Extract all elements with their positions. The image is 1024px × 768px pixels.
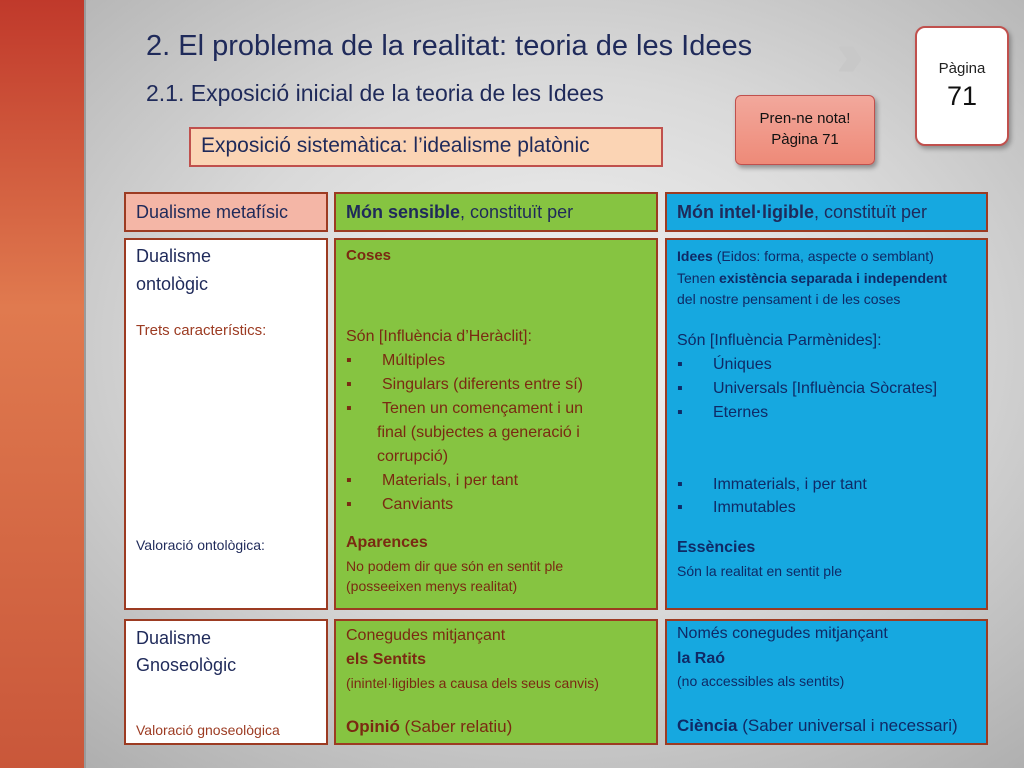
sensible-bullet-3-cont-1: final (subjectes a generació i: [377, 424, 580, 441]
intelligible-bullet-5-text: Immutables: [713, 499, 796, 516]
gnoseo-sensible-line-1: Conegudes mitjançant: [346, 627, 506, 644]
sensible-bullet-2: [346, 376, 583, 394]
gnoseo-intelligible-line-2: la Raó: [677, 650, 726, 667]
intelligible-colon: :: [877, 332, 882, 349]
bullet-icon: ▪: [346, 376, 352, 393]
gnoseo-intelligible-line-3: (no accessibles als sentits): [677, 673, 845, 689]
gnoseologic-valuation-label: Valoració gnoseològica: [136, 722, 280, 738]
intelligible-value-title: Essències: [677, 539, 756, 556]
bullet-icon: ▪: [677, 499, 683, 516]
gnoseo-sensible-line-4: [346, 717, 512, 737]
gnoseo-intelligible-line-4: [677, 716, 958, 736]
gnoseo-intelligible-line-1: Només conegudes mitjançant: [677, 625, 888, 642]
bullet-icon: ▪: [677, 404, 683, 421]
sensible-value-line-1: No podem dir que són en sentit ple: [346, 558, 564, 574]
page-title: 2. El problema de la realitat: teoria de les Idees: [146, 30, 753, 62]
intelligible-line-2-pre: Tenen: [677, 270, 720, 286]
gnoseo-sensible-line-3: (inintel·ligibles a causa dels seus canvis): [346, 675, 599, 691]
page-subtitle: 2.1. Exposició inicial de la teoria de les Idees: [146, 80, 604, 106]
gnoseo-intelligible-line-4-bold: Ciència: [677, 716, 738, 735]
section-heading: Exposició sistemàtica: l’idealisme platònic: [189, 127, 663, 167]
intelligible-bullet-1-text: Úniques: [713, 356, 772, 373]
left-decorative-bar: [0, 0, 84, 768]
sensible-intro-text: Són: [346, 328, 379, 345]
intelligible-line-2: [677, 270, 947, 286]
gnoseo-sensible-line-4-rest: (Saber relatiu): [399, 717, 513, 736]
bullet-icon: ▪: [677, 356, 683, 373]
intelligible-intro: [677, 332, 882, 350]
sensible-bullet-4-text: Materials, i per tant: [382, 472, 519, 489]
bullet-icon: ▪: [677, 380, 683, 397]
intelligible-value-line-1: Són la realitat en sentit ple: [677, 563, 842, 579]
intelligible-bullet-4: [677, 476, 867, 494]
intelligible-line-2-bold: existència separada i independent: [719, 270, 948, 286]
page-number-tab: [915, 26, 1009, 146]
sensible-bullet-4: [346, 472, 518, 490]
intelligible-line-3: del nostre pensament i de les coses: [677, 291, 901, 307]
header-mon-intelligible: [665, 192, 988, 232]
note-line-1: Pren-ne nota!: [759, 110, 851, 127]
intelligible-bullet-2-text: Universals: [713, 380, 793, 397]
intelligible-bullet-4-text: Immaterials, i per tant: [713, 476, 867, 493]
gnoseologic-label-2: Gnoseològic: [136, 655, 237, 675]
sensible-bullet-3-cont-2: corrupció): [377, 448, 449, 465]
intelligible-bullet-2: [677, 380, 937, 398]
bullet-icon: ▪: [346, 472, 352, 489]
bullet-icon: ▪: [346, 496, 352, 513]
intelligible-title: [677, 248, 934, 264]
intelligible-influence: [Influència Parmènides]: [709, 332, 878, 349]
intelligible-bullet-3-text: Eternes: [713, 404, 769, 421]
gnoseo-sensible-line-4-bold: Opinió: [346, 717, 400, 736]
intelligible-title-bold: Idees: [677, 248, 713, 264]
sensible-influence: [Influència d’Heràclit]: [378, 328, 528, 345]
intelligible-title-paren: (Eidos: forma, aspecte o semblant): [712, 248, 934, 264]
sensible-bullet-5-text: Canviants: [382, 496, 454, 513]
sensible-bullet-1-text: Múltiples: [382, 352, 446, 369]
page-tab-number: 71: [946, 81, 978, 111]
sensible-bullet-3: [346, 400, 583, 418]
header-dualisme-metafisic: Dualisme metafísic: [124, 192, 328, 232]
sensible-colon: :: [527, 328, 532, 345]
header-mon-sensible: [334, 192, 658, 232]
page-tab-label: Pàgina: [938, 60, 986, 77]
intelligible-intro-text: Són: [677, 332, 710, 349]
header-mon-sensible-rest: , constituït per: [460, 202, 574, 222]
ontologic-label-1: Dualisme: [136, 246, 212, 266]
header-mon-intelligible-bold: Món intel·ligible: [677, 202, 814, 222]
sensible-bullet-5: [346, 496, 453, 514]
header-mon-sensible-bold: Món sensible: [346, 202, 461, 222]
gnoseo-sensible-line-2: els Sentits: [346, 651, 427, 668]
sensible-bullet-3-text: Tenen un començament i un: [382, 400, 584, 417]
traits-label: Trets característics:: [136, 322, 267, 339]
intelligible-bullet-5: [677, 499, 796, 517]
bullet-icon: ▪: [677, 476, 683, 493]
note-line-2: Pàgina 71: [771, 131, 839, 148]
sensible-bullet-1: [346, 352, 445, 370]
bullet-icon: ▪: [346, 352, 352, 369]
sensible-title: Coses: [346, 247, 392, 264]
header-mon-intelligible-rest: , constituït per: [814, 202, 928, 222]
intelligible-bullet-2-influence: [Influència Sòcrates]: [792, 380, 938, 397]
sensible-value-title: Aparences: [346, 534, 428, 551]
bullet-icon: ▪: [346, 400, 352, 417]
take-note-box: [735, 95, 875, 165]
sensible-bullet-2-text: Singulars (diferents entre sí): [382, 376, 583, 393]
intelligible-bullet-1: [677, 356, 772, 374]
ontologic-label-2: ontològic: [136, 274, 209, 294]
gnoseo-intelligible-line-4-rest: (Saber universal i necessari): [737, 716, 958, 735]
sensible-intro: [346, 328, 532, 346]
chevrons-decoration: ›››: [836, 18, 846, 90]
sensible-value-line-2: (posseeixen menys realitat): [346, 578, 518, 594]
gnoseologic-label-1: Dualisme: [136, 628, 212, 648]
ontologic-valuation-label: Valoració ontològica:: [136, 537, 265, 553]
intelligible-bullet-3: [677, 404, 768, 422]
